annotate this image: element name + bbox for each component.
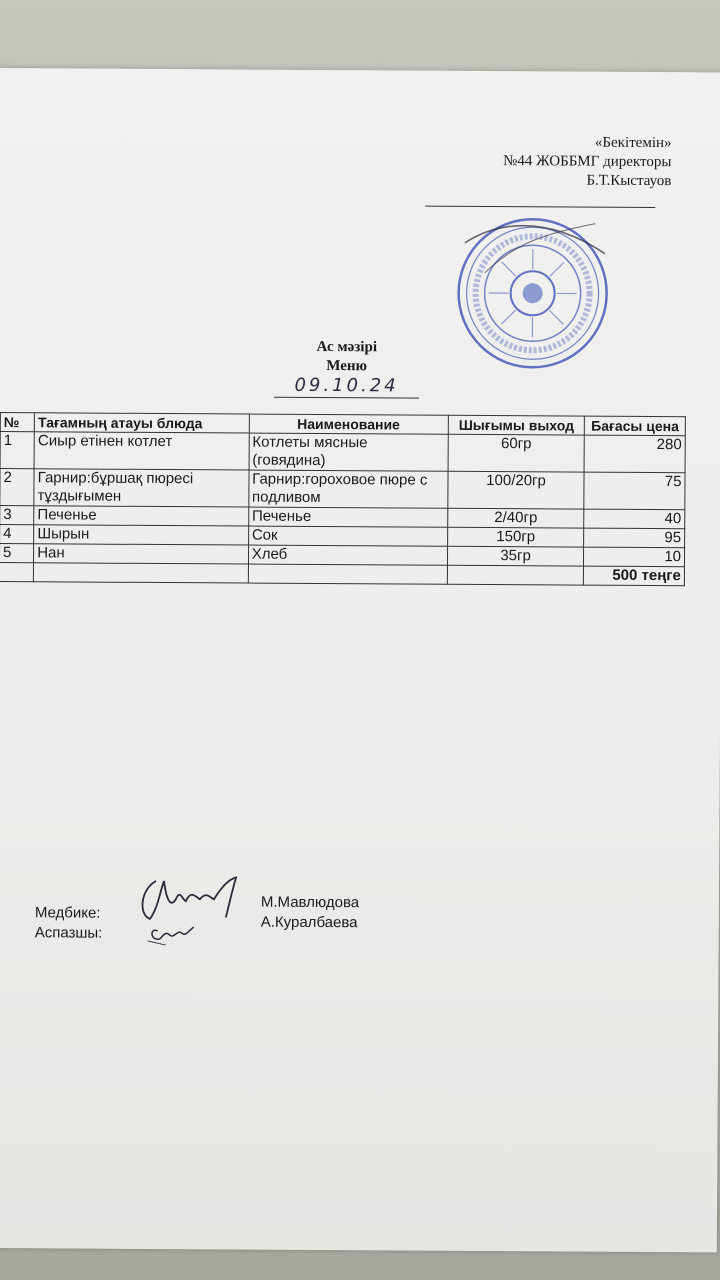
cell-yield: 35гр <box>447 546 584 566</box>
handwritten-signatures <box>136 869 246 950</box>
cook-name: А.Куралбаева <box>260 913 358 932</box>
handwritten-date: 09.10.24 <box>274 375 419 399</box>
cell-name-ru: Хлеб <box>248 545 447 565</box>
cell-empty <box>248 564 447 584</box>
header-yield: Шығымы выход <box>448 415 585 435</box>
nurse-name: М.Мавлюдова <box>260 893 360 912</box>
title-ru: Меню <box>326 358 368 375</box>
cell-num: 3 <box>0 506 34 525</box>
header-num: № <box>0 413 34 432</box>
approval-signature-line <box>425 206 655 208</box>
table-total-row <box>0 563 684 586</box>
cell-yield: 100/20гр <box>447 471 584 509</box>
cell-name-kz: Гарнир:бұршақ пюресі тұздығымен <box>34 469 249 507</box>
approval-position: №44 ЖОББМГ директоры <box>503 153 672 171</box>
menu-document <box>0 68 720 1252</box>
cell-name-ru: Гарнир:гороховое пюре с подливом <box>249 470 448 508</box>
table-row <box>0 432 685 473</box>
cell-name-kz: Нан <box>34 544 249 564</box>
cell-price: 280 <box>584 435 685 473</box>
nurse-label: Медбике: <box>34 904 101 922</box>
cell-price: 10 <box>584 547 685 567</box>
signature-labels <box>35 903 103 943</box>
cell-price: 75 <box>584 472 685 510</box>
cell-num: 5 <box>0 544 34 563</box>
cell-num: 1 <box>0 432 34 469</box>
cell-yield: 150гр <box>447 527 584 547</box>
signature-names <box>261 893 359 934</box>
cell-price: 95 <box>584 528 685 548</box>
approval-director-name: Б.Т.Кыстауов <box>586 172 672 190</box>
cell-name-ru: Котлеты мясные (говядина) <box>249 433 448 471</box>
cell-name-kz: Шырын <box>34 525 249 545</box>
cell-empty <box>0 563 34 582</box>
cell-yield: 2/40гр <box>447 508 584 528</box>
cell-name-ru: Сок <box>248 526 447 546</box>
cell-yield: 60гр <box>448 434 585 472</box>
menu-table <box>0 412 686 586</box>
cell-total: 500 теңге <box>584 566 685 586</box>
header-price: Бағасы цена <box>585 416 686 436</box>
cell-name-ru: Печенье <box>248 507 447 527</box>
cell-name-kz: Печенье <box>34 506 249 526</box>
title-kz: Ас мәзірі <box>316 338 378 356</box>
cell-num: 4 <box>0 525 34 544</box>
approval-block <box>503 133 672 191</box>
cell-empty <box>34 563 249 583</box>
cell-price: 40 <box>584 509 685 529</box>
header-name-kz: Тағамның атауы блюда <box>34 413 249 433</box>
header-name-ru: Наименование <box>249 414 448 434</box>
approval-title: «Бекітемін» <box>594 134 672 152</box>
cell-num: 2 <box>0 469 34 506</box>
cell-empty <box>447 565 584 585</box>
cook-label: Аспазшы: <box>34 924 103 942</box>
cell-name-kz: Сиыр етінен котлет <box>34 432 249 470</box>
table-row <box>0 469 685 510</box>
